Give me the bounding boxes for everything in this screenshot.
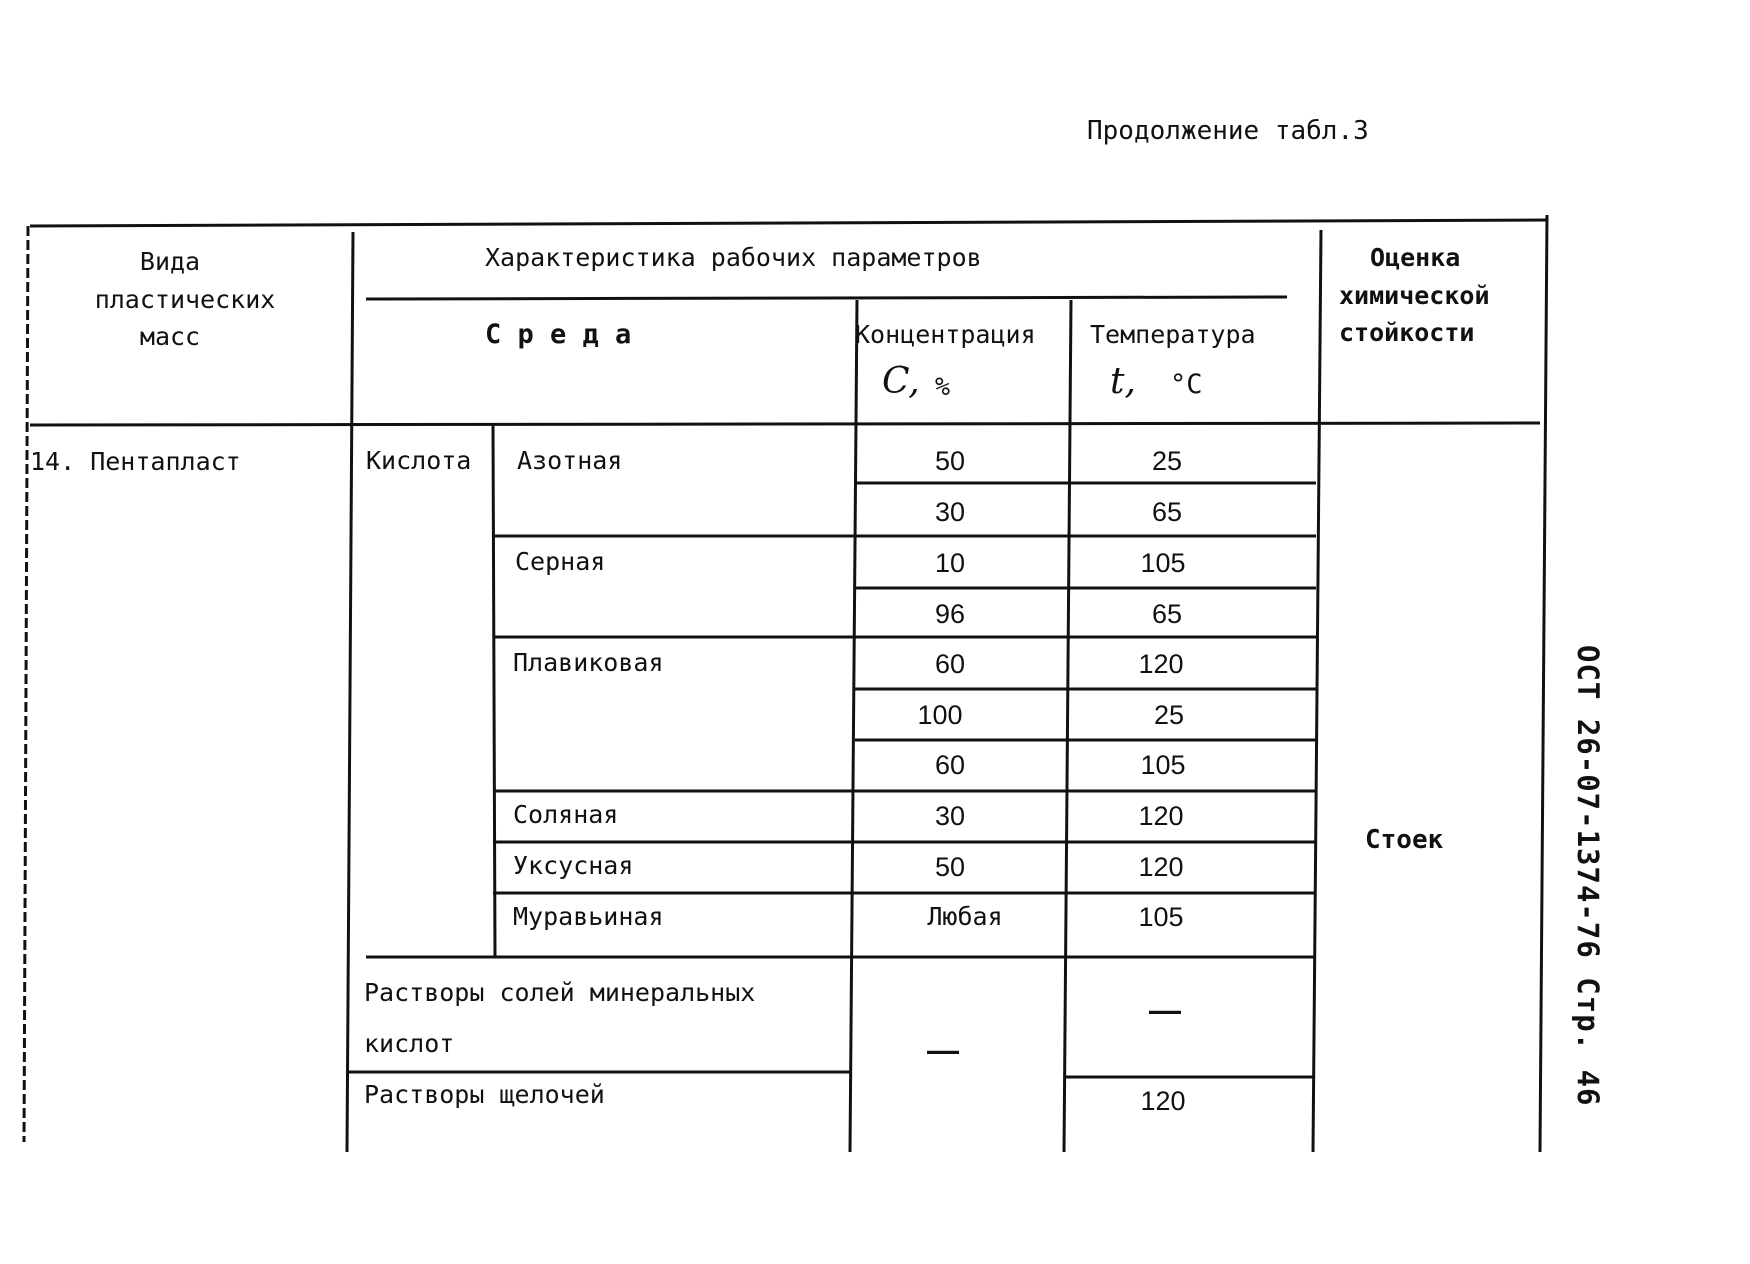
temp-value: 25: [1151, 446, 1183, 476]
col-rating-line-2: химической: [1339, 281, 1490, 310]
continuation-label: Продолжение табл.3: [1087, 116, 1369, 146]
conc-value: 10: [934, 548, 966, 578]
temp-value: 120: [1138, 801, 1184, 831]
conc-value: 60: [934, 649, 966, 679]
col-rating-line-3: стойкости: [1339, 318, 1475, 347]
alkali-temp-value: 120: [1140, 1086, 1186, 1116]
temp-value: 120: [1138, 852, 1184, 882]
col-params-header: Характеристика рабочих параметров: [485, 243, 982, 272]
col-conc-unit: %: [935, 372, 951, 401]
material-name: 14. Пентапласт: [30, 447, 241, 476]
col-rating-line-1: Оценка: [1370, 243, 1461, 272]
rating-value: Стоек: [1365, 825, 1444, 855]
col-conc-header: Концентрация: [855, 320, 1036, 349]
conc-value: 50: [934, 446, 966, 476]
temp-value: 105: [1138, 902, 1184, 932]
temp-value: 65: [1151, 497, 1183, 527]
col-temp-header: Температура: [1090, 320, 1256, 349]
group-acid: Кислота: [366, 446, 472, 475]
conc-value: 100: [917, 700, 963, 730]
salts-alkali-conc-dash: —: [927, 1032, 959, 1068]
temp-value: 25: [1153, 700, 1185, 730]
salts-temp-dash: —: [1149, 992, 1181, 1028]
col-type-line-1: Вида: [139, 247, 201, 276]
conc-value: 96: [934, 599, 966, 629]
col-type-line-2: пластических: [94, 285, 276, 314]
document-code-page-number: ОСТ 26-07-1374-76 Стр. 46: [1571, 645, 1605, 1107]
conc-value: 30: [934, 497, 966, 527]
temp-value: 105: [1140, 750, 1186, 780]
col-temp-unit: °C: [1170, 369, 1203, 400]
conc-value: 50: [934, 852, 966, 882]
acid-name: Плавиковая: [513, 648, 664, 677]
conc-value: 30: [934, 801, 966, 831]
acid-name: Муравьиная: [513, 902, 664, 931]
acid-name: Серная: [515, 547, 606, 576]
temp-value: 65: [1151, 599, 1183, 629]
col-type-line-3: масс: [139, 322, 201, 351]
acid-name: Азотная: [517, 446, 623, 475]
temp-value: 105: [1140, 548, 1186, 578]
salts-line-1: Растворы солей минеральных: [364, 978, 756, 1007]
salts-line-2: кислот: [364, 1029, 455, 1058]
col-conc-symbol: C,: [882, 361, 920, 402]
conc-value: Любая: [927, 902, 1003, 931]
col-medium-header: С р е д а: [485, 319, 632, 350]
col-temp-symbol: t,: [1110, 361, 1136, 402]
acid-name: Уксусная: [513, 851, 634, 880]
alkali-label: Растворы щелочей: [364, 1080, 605, 1109]
conc-value: 60: [934, 750, 966, 780]
temp-value: 120: [1138, 649, 1184, 679]
acid-name: Соляная: [513, 800, 619, 829]
